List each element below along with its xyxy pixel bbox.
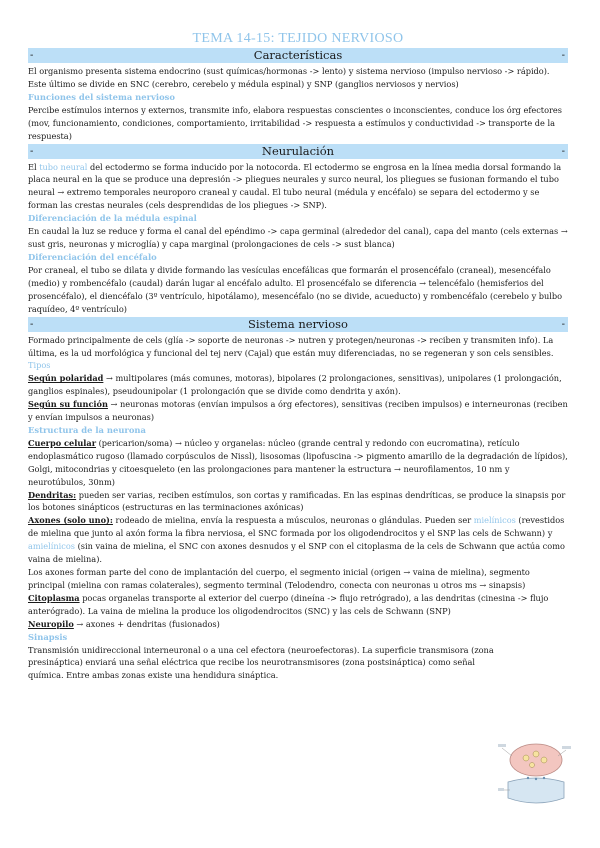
paragraph: Por craneal, el tubo se dilata y divide formando las vesículas encefálicas que formarán el prosencéfalo (craneal), mesencéfalo (medio) y rombencéfalo (caudal) darán lugar al encéfalo adulto. El prosencéfalo se diferencia → telencéfalo (hemisferios del prosencéfalo), el diencéfalo (3º ventrículo, hipotálamo), mesencéfalo (no se divide, acueducto) y rombencéfalo (cerebelo y bulbo raquídeo, 4º ventrículo) — [28, 264, 563, 314]
subheading: Diferenciación del encéfalo — [28, 251, 157, 262]
paragraph: Percibe estímulos internos y externos, transmite info, elabora respuestas conscientes o inconscientes, conduce los órg efectores (mov, funcionamiento, condiciones, comportamiento, irritabilidad -> respuesta a estímulos y conductividad -> transporte de la respuesta) — [28, 104, 562, 141]
paragraph: El organismo presenta sistema endocrino (sust químicas/hormonas -> lento) y sistema nervioso (impulso nervioso -> rápido). Este último se divide en SNC (cerebro, cerebelo y médula espinal) y SNP (ganglios nerviosos y nervios) — [28, 66, 550, 89]
text: (pericarion/soma) → núcleo y organelas: núcleo (grande central y redondo con eucromatina), retículo endoplasmático rugoso (llamado corpúsculos de Nissl), lisosomas (lipofuscina -> pigmento amarillo de la degradación de lípidos), Golgi, mitocondrias y citoesqueleto (en las prolongaciones para mantener la estructura → neurofilamentos, 10 nm y neurotúbulos, 30nm) — [28, 437, 568, 487]
text: El — [28, 161, 40, 172]
synapse-diagram — [498, 738, 572, 810]
paragraph: Transmisión unidireccional interneuronal o a una cel efectora (neuroefectoras). La superficie transmisora (zona presináptica) enviará una señal eléctrica que recibe los neurotransmisores (zona postsináptica) como señal química. Entre ambas zonas existe una hendidura sináptica. — [28, 644, 494, 681]
paragraph — [28, 514, 568, 566]
term-label: Neuropilo — [28, 618, 74, 629]
paragraph — [28, 437, 568, 489]
paragraph — [28, 592, 568, 618]
term-label: Según su función — [28, 399, 108, 410]
paragraph — [28, 489, 568, 515]
section-title: Sistema nervioso — [248, 316, 348, 331]
subheading: Estructura de la neurona — [28, 424, 146, 435]
section-header-sistema-nervioso — [28, 317, 568, 332]
text: Formado principalmente de cels (glía -> soporte de neuronas -> nutren y protegen/neuronas -> reciben y transmiten info). La última, es la ud morfológica y funcional del tej nerv (Cajal) que están muy diferenciadas, no se regeneran y son cels sensibles. — [28, 334, 554, 358]
section-title: Neurulación — [261, 143, 335, 158]
highlight-term: Tipos — [28, 360, 51, 371]
text: pocas organelas transporte al exterior del cuerpo (dineína -> flujo retrógrado), a las dendritas (cinesina -> flujo anterógrado). La vaina de mielina la produce los oligodendrocitos (SNC) y las cels de Schwann (SNP) — [28, 592, 549, 616]
paragraph: En caudal la luz se reduce y forma el canal del epéndimo -> capa germinal (alrededor del canal), capa del manto (cels externas → sust gris, neuronas y microglía) y capa marginal (prolongaciones de cels -> sust blanca) — [28, 226, 568, 250]
term-label: Cuerpo celular — [28, 437, 97, 448]
page-title: TEMA 14-15: TEJIDO NERVIOSO — [192, 31, 404, 46]
paragraph — [28, 334, 568, 373]
text: → multipolares (más comunes, motoras), bipolares (2 prolongaciones, sensitivas), unipolares (1 prolongación, ganglios espinales), pseudounipolar (1 prolongación que se divide como dendrita y axón). — [28, 373, 562, 397]
header-dash-left: - — [30, 50, 34, 61]
term-label: Según polaridad — [28, 373, 104, 384]
text: pueden ser varias, reciben estímulos, son cortas y ramificadas. En las espinas dendríticas, se produce la sinapsis por los botones sinápticos (estructuras en las terminaciones axónicas) — [28, 489, 566, 513]
highlight-term: mielínicos — [473, 515, 516, 526]
term-label: Axones (solo uno): — [28, 515, 113, 526]
highlight-term: tubo neural — [39, 161, 88, 172]
paragraph — [28, 398, 568, 424]
section-header-caracteristicas — [28, 48, 568, 63]
text: → axones + dendritas (fusionados) — [73, 618, 220, 629]
text: (sin vaina de mielina, el SNC con axones desnudos y el SNP con el citoplasma de la cels de Schwann que actúa como vaina de mielina). — [28, 541, 565, 565]
paragraph — [28, 372, 568, 398]
paragraph — [28, 161, 568, 213]
header-dash-right: - — [561, 318, 565, 330]
text: rodeado de mielina, envía la respuesta a músculos, neuronas o glándulas. Pueden ser — [112, 515, 474, 526]
term-label: Dendritas: — [28, 489, 77, 500]
header-dash-left: - — [30, 318, 34, 330]
text: del ectodermo se forma inducido por la notocorda. El ectodermo se engrosa en la línea media dorsal formando la placa neural en la que se produce una depresión -> pliegues neurales y surco neural, los pliegues se fusionan formando el tubo neural → extremo temporales neuroporo craneal y caudal. El tubo neural (médula y encéfalo) se separa del ectodermo y se forman las crestas neurales (cels desprendidas de los pliegues -> SNP). — [28, 161, 562, 211]
header-dash-right: - — [561, 50, 565, 61]
subheading: Diferenciación de la médula espinal — [28, 213, 197, 224]
term-label: Citoplasma — [28, 592, 80, 603]
text: (revestidos de mielina que junto al axón forma la fibra nerviosa, el SNC formada por los oligodendrocitos y el SNP las cels de Schwann) y — [28, 515, 565, 539]
text: → neuronas motoras (envían impulsos a órg efectores), sensitivas (reciben impulsos) e interneuronas (reciben y envían impulsos a neuronas) — [28, 399, 568, 423]
section-title: Características — [253, 48, 343, 62]
paragraph — [28, 618, 568, 631]
subheading: Sinapsis — [28, 631, 68, 642]
highlight-term: amielínicos — [28, 541, 75, 552]
section-header-neurulacion — [28, 144, 568, 159]
header-dash-right: - — [561, 145, 565, 157]
header-dash-left: - — [30, 145, 34, 157]
paragraph: Los axones forman parte del cono de implantación del cuerpo, el segmento inicial (origen → vaina de mielina), segmento principal (mielina con ramas colaterales), segmento terminal (Telodendro, conecta con neuronas u otros ms → sinapsis) — [28, 567, 530, 590]
subheading: Funciones del sistema nervioso — [28, 91, 175, 102]
